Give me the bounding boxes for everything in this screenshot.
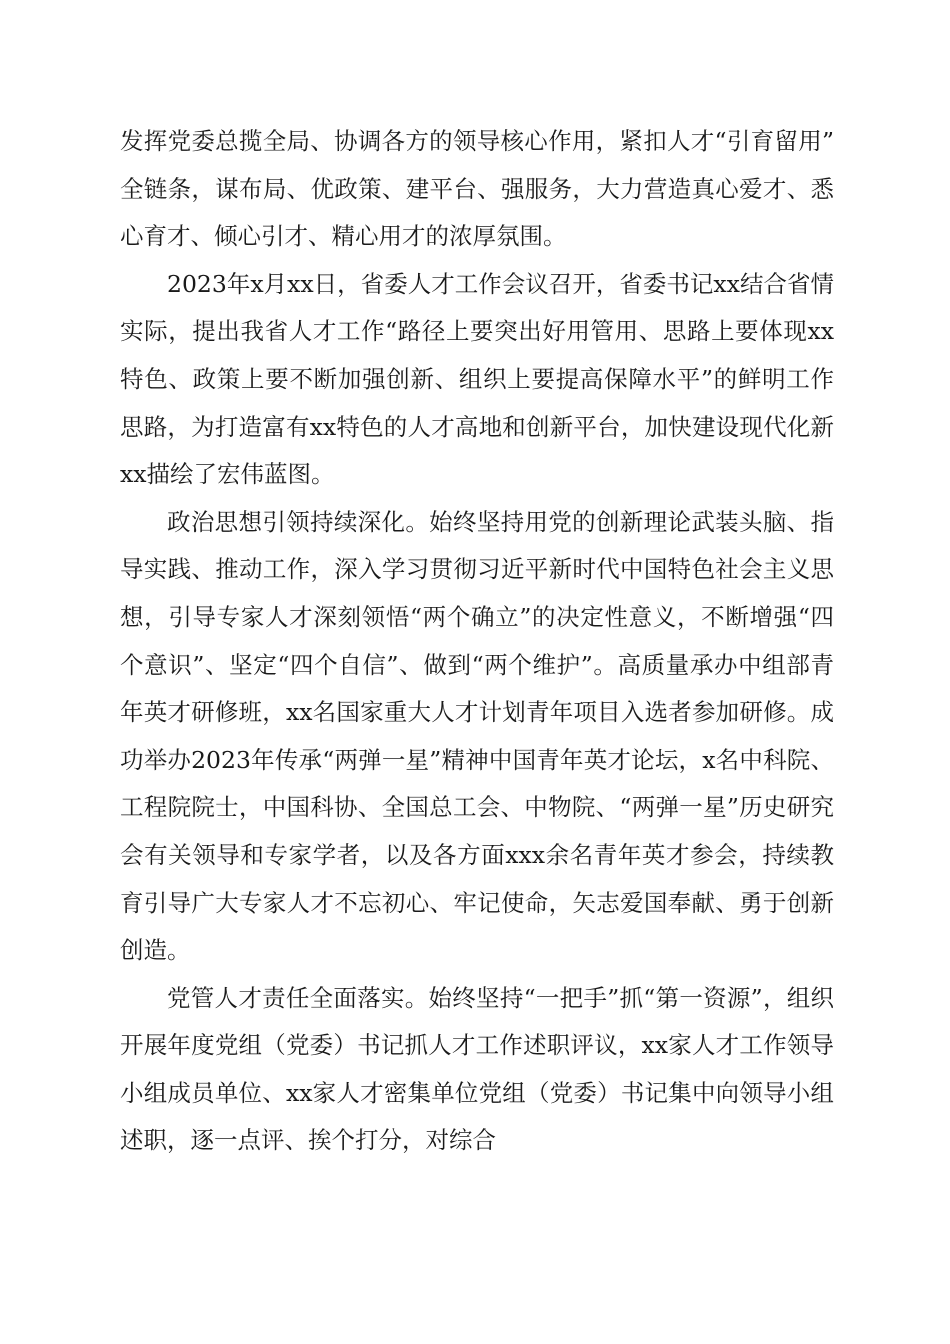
paragraph-4: 党管人才责任全面落实。始终坚持“一把手”抓“第一资源”，组织开展年度党组（党委）书记抓人才工作述职评议，xx家人才工作领导小组成员单位、xx家人才密集单位党组（党委）书记集中向领导小组述职，逐一点评、挨个打分，对综合 <box>120 983 834 1155</box>
paragraph-1: 发挥党委总揽全局、协调各方的领导核心作用，紧扣人才“引育留用”全链条，谋布局、优政策、建平台、强服务，大力营造真心爱才、悉心育才、倾心引才、精心用才的浓厚氛围。 <box>120 127 834 251</box>
paragraph-3: 政治思想引领持续深化。始终坚持用党的创新理论武装头脑、指导实践、推动工作，深入学习贯彻习近平新时代中国特色社会主义思想，引导专家人才深刻领悟“两个确立”的决定性意义，不断增强“四个意识”、坚定“四个自信”、做到“两个维护”。高质量承办中组部青年英才研修班，xx名国家重大人才计划青年项目入选者参加研修。成功举办2023年传承“两弹一星”精神中国青年英才论坛，x名中科院、工程院院士，中国科协、全国总工会、中物院、“两弹一星”历史研究会有关领导和专家学者，以及各方面xxx余名青年英才参会，持续教育引导广大专家人才不忘初心、牢记使命，矢志爱国奉献、勇于创新创造。 <box>120 507 834 965</box>
paragraph-2: 2023年x月xx日，省委人才工作会议召开，省委书记xx结合省情实际，提出我省人才工作“路径上要突出好用管用、思路上要体现xx特色、政策上要不断加强创新、组织上要提高保障水平”的鲜明工作思路，为打造富有xx特色的人才高地和创新平台，加快建设现代化新xx描绘了宏伟蓝图。 <box>120 269 834 489</box>
document-body <box>120 118 834 1165</box>
